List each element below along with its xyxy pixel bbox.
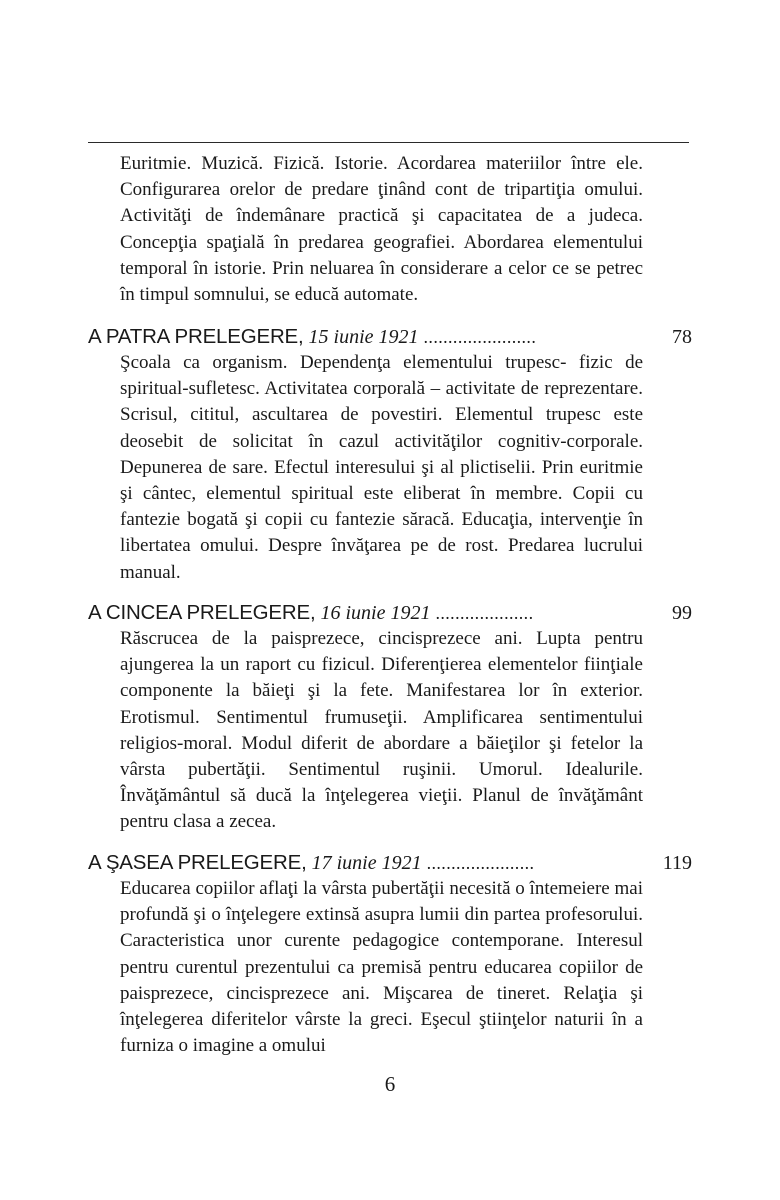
page-reference: 78: [672, 326, 692, 348]
page-reference: 119: [662, 852, 692, 874]
toc-entry-heading: [88, 322, 692, 352]
lecture-summary: Şcoala ca organism. Dependenţa elementului trupesc- fizic de spiritual-sufletesc. Activitatea corporală – activitate de reprezentare. Scrisul, cititul, ascultarea de povestiri. Elementul trupesc este deosebit de solicitat în cazul activităţilor cognitiv-corporale. Depunerea de sare. Efectul interesului şi al plictiselii. Prin euritmie şi cântec, elementul spiritual este eliberat în membre. Copii cu fantezie bogată şi copii cu fantezie săracă. Educaţia, intervenţie în libertatea omului. Despre învăţarea pe de rost. Predarea lucrului manual.: [120, 352, 643, 583]
leader-dots: .......................: [423, 327, 537, 347]
continued-summary-paragraph: Euritmie. Muzică. Fizică. Istorie. Acordarea materiilor între ele. Configurarea orelor de predare ţinând cont de tripartiţia omului. Activităţi de îndemânare practică şi capacitatea de a judeca. Concepţia spaţială în predarea geografiei. Abordarea elementului temporal în istorie. Prin neluarea în considerare a celor ce se petrec în timpul somnului, se educă automate.: [120, 153, 643, 306]
lecture-summary: Educarea copiilor aflaţi la vârsta pubertăţii necesită o întemeiere mai profundă şi o înţelegere extinsă asupra lumii din partea profesorului. Caracteristica unor curente pedagogice contemporane. Interesul pentru curentul prezentului ca premisă pentru educarea copiilor de paisprezece, cincisprezece ani. Mişcarea de tineret. Relaţia şi înţelegerea diferitelor vârste la greci. Eşecul ştiinţelor naturii în a furniza o imagine a omului: [120, 878, 643, 1057]
lecture-date: 15 iunie 1921: [308, 326, 419, 348]
lecture-title: A CINCEA PRELEGERE,: [88, 601, 316, 624]
lecture-date: 17 iunie 1921: [311, 852, 422, 874]
leader-dots: ......................: [426, 853, 535, 873]
lecture-title: A PATRA PRELEGERE,: [88, 325, 304, 348]
page-number: 6: [384, 1072, 396, 1096]
page-reference: 99: [672, 602, 692, 624]
leader-dots: ....................: [435, 603, 534, 623]
lecture-title: A ŞASEA PRELEGERE,: [88, 851, 307, 874]
lecture-summary: Răscrucea de la paisprezece, cincisprezece ani. Lupta pentru ajungerea la un raport cu fizicul. Diferenţierea elementelor fiinţiale componente la băieţi şi la fete. Manifestarea lor în exterior. Erotismul. Sentimentul frumuseţii. Amplificarea sentimentului religios-moral. Modul diferit de abordare a băieţilor şi fetelor la vârsta pubertăţii. Sentimentul ruşinii. Umorul. Idealurile. Învăţământul să ducă la înţelegerea vieţii. Planul de învăţământ pentru clasa a zecea.: [120, 628, 643, 833]
toc-entry-lecture-6: [88, 848, 692, 1078]
toc-entry-lecture-4: [88, 322, 692, 605]
toc-entry-lecture-5: [88, 598, 692, 855]
toc-entry-heading: [88, 848, 692, 878]
lecture-date: 16 iunie 1921: [320, 602, 431, 624]
header-rule: [88, 142, 689, 143]
toc-entry-heading: [88, 598, 692, 628]
